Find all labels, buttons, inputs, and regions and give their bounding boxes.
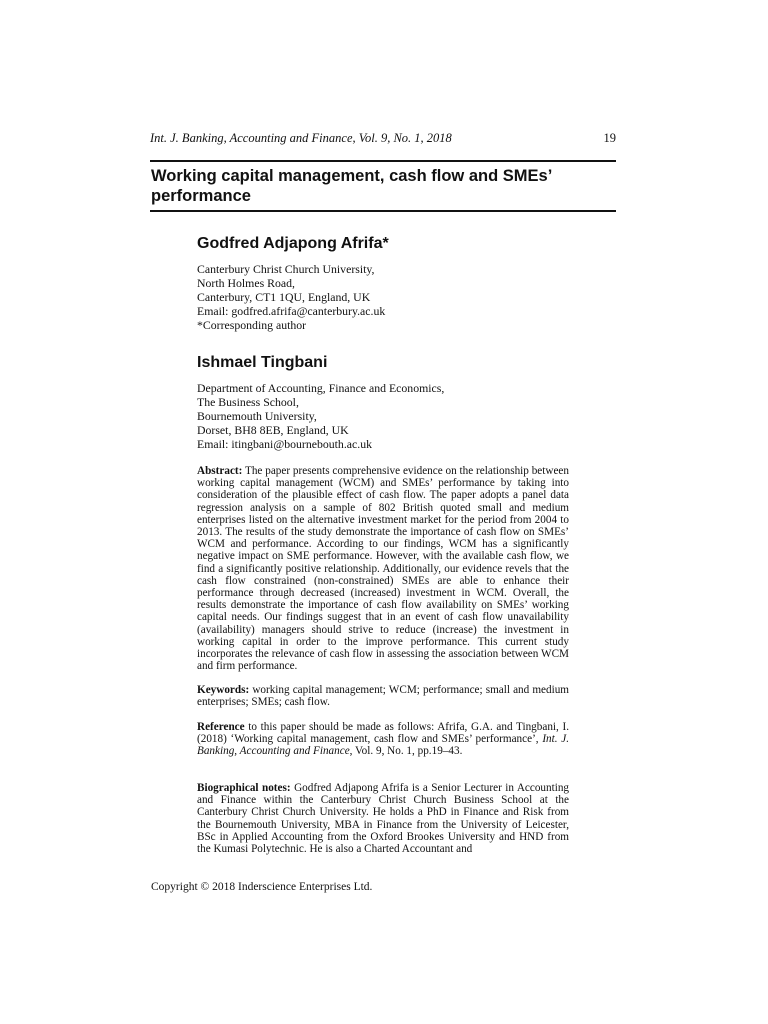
affiliation-line: Canterbury, CT1 1QU, England, UK	[197, 290, 371, 305]
author-affiliation	[197, 262, 577, 332]
author-name: Godfred Adjapong Afrifa*	[197, 235, 389, 252]
bio-text: Godfred Adjapong Afrifa is a Senior Lecturer in Accounting and Finance within the Canterbury Christ Church Business School at the Canterbury Christ Church University. He holds a PhD in Finance and Risk from the Bournemouth University, MBA in Finance from the University of Leicester, BSc in Applied Accounting from the Oxford Brookes University and HND from the Kumasi Polytechnic. He is also a Charted Accountant and	[197, 782, 570, 856]
author-email: Email: godfred.afrifa@canterbury.ac.uk	[197, 304, 386, 319]
affiliation-line: Dorset, BH8 8EB, England, UK	[197, 423, 349, 438]
keywords-text: working capital management; WCM; performance; small and medium enterprises; SMEs; cash flow.	[197, 684, 569, 709]
biographical-notes	[197, 782, 569, 855]
affiliation-line: North Holmes Road,	[197, 276, 295, 291]
author-affiliation	[197, 381, 577, 451]
reference-details: , Vol. 9, No. 1, pp.19–43.	[349, 745, 463, 758]
reference-label: Reference	[197, 721, 245, 733]
reference-text: to this paper should be made as follows: Afrifa, G.A. and Tingbani, I. (2018) ‘Working capital management, cash flow and SMEs’ performance’,	[197, 721, 569, 746]
author-name: Ishmael Tingbani	[197, 354, 328, 371]
affiliation-line: Canterbury Christ Church University,	[197, 262, 375, 276]
reference	[197, 721, 569, 758]
title-rule-top	[150, 160, 616, 162]
corresponding-author-note: *Corresponding author	[197, 318, 307, 333]
reference-journal: Int. J. Banking, Accounting and Finance	[197, 733, 569, 758]
title-rule-bottom	[150, 210, 616, 212]
page-number: 19	[603, 131, 616, 145]
paper-title: Working capital management, cash flow and SMEs’ performance	[151, 167, 552, 205]
affiliation-line: The Business School,	[197, 395, 299, 410]
author-email: Email: itingbani@bournebouth.ac.uk	[197, 437, 373, 452]
abstract	[197, 465, 569, 672]
abstract-text: The paper presents comprehensive evidence on the relationship between working capital management (WCM) and SMEs’ performance by taking into consideration of the plausible effect of cash flow. The paper adopts a panel data regression analysis on a sample of 802 British quoted small and medium enterprises listed on the alternative investment market for the period from 2004 to 2013. The results of the study demonstrate the importance of cash flow on SMEs’ WCM and performance. According to our findings, WCM has a significantly negative impact on SME performance. However, with the available cash flow, we find a significantly positive relationship. Additionally, our evidence revels that the cash flow constrained (non-constrained) SMEs are able to enhance their performance through decreased (increased) investment in WCM. Overall, the results demonstrate the importance of cash flow availability on SMEs’ working capital needs. Our findings suggest that in an event of cash flow unavailability (availability) managers should strive to reduce (increase) the investment in working capital in order to the improve performance. This current study incorporates the relevance of cash flow in assessing the association between WCM and firm performance.	[197, 465, 569, 673]
abstract-label: Abstract:	[197, 465, 243, 477]
affiliation-line: Department of Accounting, Finance and Economics,	[197, 381, 445, 395]
running-head: Int. J. Banking, Accounting and Finance, Vol. 9, No. 1, 2018	[150, 131, 452, 145]
bio-label: Biographical notes:	[197, 782, 291, 794]
affiliation-line: Bournemouth University,	[197, 409, 317, 424]
copyright-notice: Copyright © 2018 Inderscience Enterprises Ltd.	[151, 881, 373, 893]
keywords-label: Keywords:	[197, 684, 250, 696]
keywords	[197, 684, 569, 708]
